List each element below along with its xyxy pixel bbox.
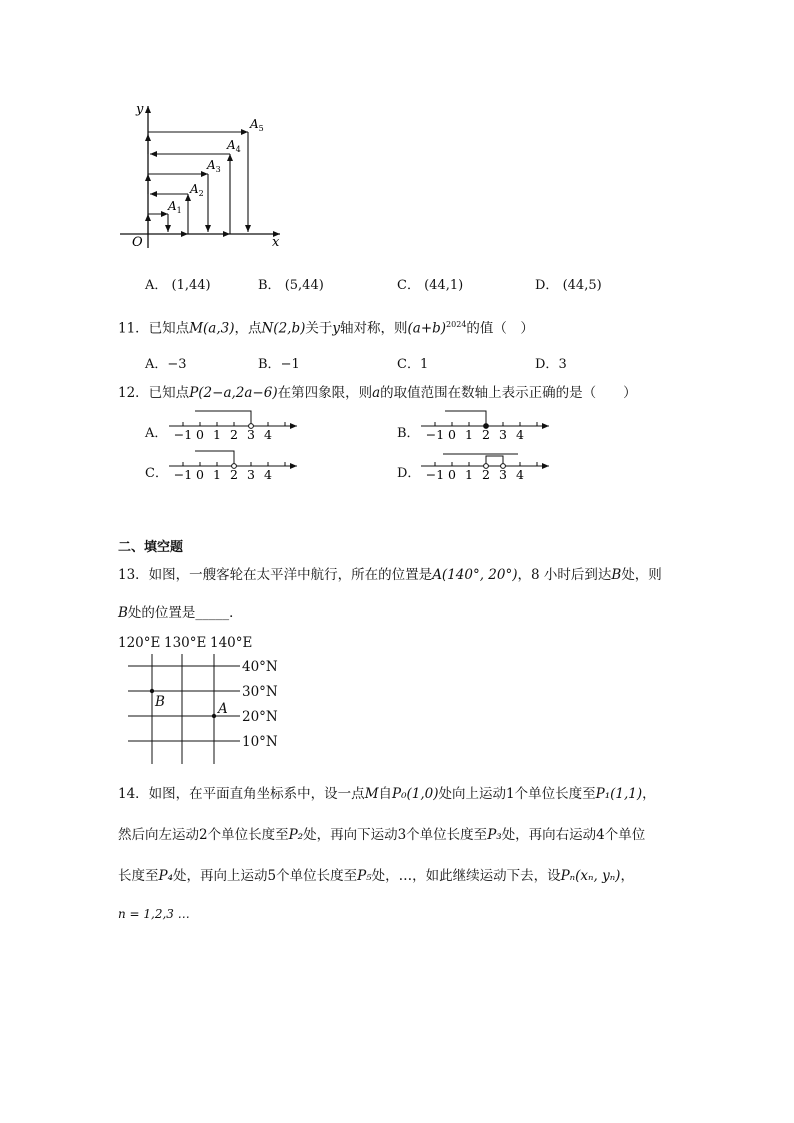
q12-option-c-numberline (165, 446, 305, 480)
q12-stem: 12．已知点P(2−a,2a−6)在第四象限，则a的取值范围在数轴上表示正确的是（ ） (118, 385, 637, 401)
svg-text:2: 2 (230, 467, 238, 480)
svg-text:4: 4 (516, 467, 524, 480)
point-a3: $A_3$ (207, 158, 221, 174)
svg-text:0: 0 (196, 427, 204, 440)
section-heading: 二、填空题 (118, 540, 184, 555)
map-point-b (150, 689, 154, 693)
svg-text:1: 1 (213, 467, 221, 480)
q11-stem: 11．已知点M(a,3)，点N(2,b)关于y轴对称，则$(a+b)^{2024}$的值（ ） (118, 320, 534, 337)
q10-option-d[interactable]: D． (44,5) (535, 278, 602, 293)
q10-figure (110, 98, 300, 253)
q12-option-d-label[interactable]: D． (397, 466, 421, 481)
svg-text:3: 3 (247, 427, 255, 440)
origin-label: O (132, 235, 143, 250)
lon-140: 140°E (210, 635, 253, 651)
q11-option-b[interactable]: B．−1 (258, 357, 300, 372)
q13-line-1: 13．如图，一艘客轮在太平洋中航行，所在的位置是A(140°, 20°)，8 小时后到达B处，则 (118, 567, 662, 583)
point-a1: $A_1$ (168, 199, 182, 215)
svg-text:4: 4 (516, 427, 524, 440)
svg-text:−1: −1 (425, 427, 445, 440)
q11-option-a[interactable]: A．−3 (145, 357, 187, 372)
q11-option-c[interactable]: C．1 (397, 357, 429, 372)
svg-text:4: 4 (264, 467, 272, 480)
q10-option-c[interactable]: C． (44,1) (397, 278, 464, 293)
lat-10: 10°N (242, 734, 278, 750)
svg-text:1: 1 (465, 467, 473, 480)
svg-text:−1: −1 (173, 427, 193, 440)
q10-option-a[interactable]: A． (1,44) (145, 278, 211, 293)
point-a5: $A_5$ (250, 117, 264, 133)
svg-text:3: 3 (499, 427, 507, 440)
q11-option-d[interactable]: D．3 (535, 357, 567, 372)
lat-30: 30°N (242, 684, 278, 700)
q13-line-2: B处的位置是_____． (118, 605, 243, 621)
q14-line-2: 然后向左运动2个单位长度至P₂处，再向下运动3个单位长度至P₃处，再向右运动4个单位 (118, 827, 646, 843)
q12-option-d-numberline (417, 446, 557, 480)
svg-text:2: 2 (482, 427, 490, 440)
svg-text:0: 0 (448, 427, 456, 440)
svg-text:3: 3 (499, 467, 507, 480)
svg-text:1: 1 (213, 427, 221, 440)
q14-line-3: 长度至P₄处，再向上运动5个单位长度至P₅处，…，如此继续运动下去，设Pₙ(xₙ, yₙ)， (118, 868, 634, 884)
svg-text:2: 2 (482, 467, 490, 480)
lon-130: 130°E (164, 635, 207, 651)
q14-line-1: 14．如图，在平面直角坐标系中，设一点M自P₀(1,0)处向上运动1个单位长度至P₁(1,1)， (118, 786, 656, 802)
q13-map (118, 634, 288, 764)
q12-option-a-label[interactable]: A． (145, 426, 168, 441)
q12-option-b-numberline (417, 406, 557, 440)
answer-blank[interactable]: _____ (195, 605, 230, 621)
q10-option-b[interactable]: B． (5,44) (258, 278, 324, 293)
q12-option-a-numberline (165, 406, 305, 440)
svg-text:−1: −1 (173, 467, 193, 480)
lon-120: 120°E (118, 635, 161, 651)
svg-text:−1: −1 (425, 467, 445, 480)
x-axis-label: x (272, 235, 280, 250)
svg-text:4: 4 (264, 427, 272, 440)
lat-40: 40°N (242, 659, 278, 675)
svg-text:0: 0 (196, 467, 204, 480)
svg-text:3: 3 (247, 467, 255, 480)
q12-option-b-label[interactable]: B． (397, 426, 420, 441)
svg-text:0: 0 (448, 467, 456, 480)
svg-text:1: 1 (465, 427, 473, 440)
q12-option-c-label[interactable]: C． (145, 466, 168, 481)
map-point-a (212, 714, 216, 718)
point-a4: $A_4$ (227, 138, 241, 154)
map-label-b: B (155, 694, 165, 710)
y-axis-label: y (136, 102, 144, 117)
lat-20: 20°N (242, 709, 278, 725)
svg-text:2: 2 (230, 427, 238, 440)
point-a2: $A_2$ (190, 182, 204, 198)
map-label-a: A (218, 701, 228, 717)
q14-line-4: n = 1,2,3 … (118, 907, 190, 921)
